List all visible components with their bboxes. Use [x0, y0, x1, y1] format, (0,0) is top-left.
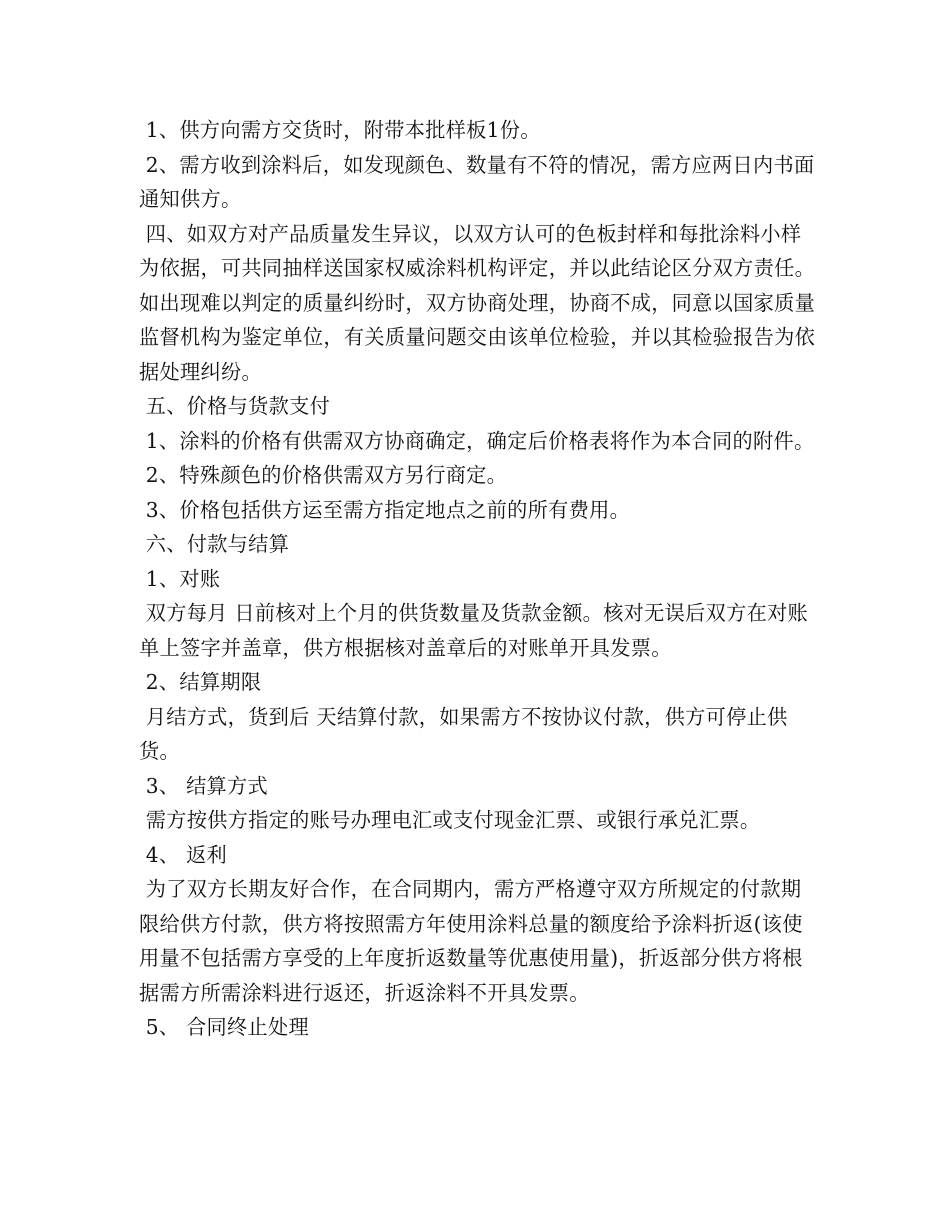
paragraph-special-color-price: 2、特殊颜色的价格供需双方另行商定。	[139, 463, 508, 487]
subheading-rebate: 4、 返利	[139, 842, 228, 867]
paragraph-receipt-notice: 2、需方收到涂料后，如发现颜色、数量有不符的情况，需方应两日内书面通知供方。	[139, 152, 815, 211]
paragraph-quality-dispute: 四、如双方对产品质量发生异议，以双方认可的色板封样和每批涂料小样为依据，可共同抽样送国家权威涂料机构评定，并以此结论区分双方责任。如出现难以判定的质量纠纷时，双方协商处理，协商不成，同意以国家质量监督机构为鉴定单位，有关质量问题交由该单位检验，并以其检验报告为依据处理纠纷。	[139, 221, 816, 384]
paragraph-reconciliation: 双方每月 日前核对上个月的供货数量及货款金额。核对无误后双方在对账单上签字并盖章，供方根据核对盖章后的对账单开具发票。	[139, 601, 809, 660]
subheading-reconciliation: 1、对账	[139, 566, 221, 591]
paragraph-rebate: 为了双方长期友好合作，在合同期内，需方严格遵守双方所规定的付款期限给供方付款，供方将按照需方年使用涂料总量的额度给予涂料折返(该使用量不包括需方享受的上年度折返数量等优惠使用量)，折返部分供方将根据需方所需涂料进行返还，折返涂料不开具发票。	[139, 877, 803, 1005]
paragraph-price-includes: 3、价格包括供方运至需方指定地点之前的所有费用。	[139, 497, 631, 522]
paragraph-settlement-method: 需方按供方指定的账号办理电汇或支付现金汇票、或银行承兑汇票。	[139, 808, 761, 832]
section-heading-settlement: 六、付款与结算	[139, 532, 290, 556]
paragraph-settlement-period: 月结方式，货到后 天结算付款，如果需方不按协议付款，供方可停止供货。	[139, 704, 788, 763]
subheading-settlement-method: 3、 结算方式	[139, 773, 269, 798]
paragraph-delivery-sample: 1、供方向需方交货时，附带本批样板1份。	[139, 118, 541, 142]
paragraph-price-negotiation: 1、涂料的价格有供需双方协商确定，确定后价格表将作为本合同的附件。	[139, 428, 815, 453]
document-body	[139, 113, 819, 1045]
subheading-settlement-period: 2、结算期限	[139, 670, 262, 694]
section-heading-price-payment: 五、价格与货款支付	[139, 394, 331, 418]
subheading-contract-termination: 5、 合同终止处理	[139, 1015, 309, 1039]
